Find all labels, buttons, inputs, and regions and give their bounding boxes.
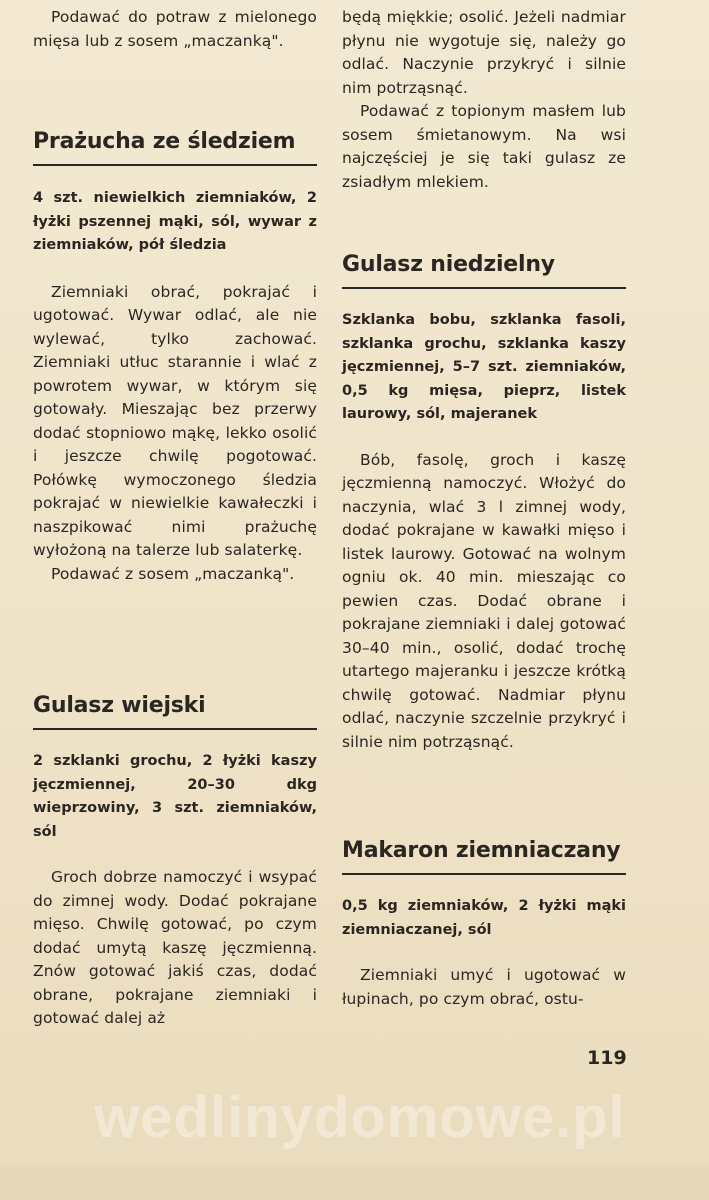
intro-paragraph: Podawać do potraw z mielonego mięsa lub z sosem „maczanką".	[33, 8, 317, 50]
watermark: wedlinydomowe.pl	[94, 1085, 626, 1150]
recipe-ingredients: 4 szt. niewielkich ziemniaków, 2 łyżki pszennej mąki, sól, wywar z ziemniaków, pół śledzia	[33, 190, 317, 253]
recipe-title: Makaron ziemniaczany	[342, 837, 626, 875]
page-number: 119	[587, 1047, 627, 1069]
recipe-title: Prażucha ze śledziem	[33, 128, 317, 166]
intro-block	[33, 6, 317, 53]
recipe-title: Gulasz wiejski	[33, 692, 317, 730]
recipe-prazucha	[33, 128, 317, 586]
recipe-gulasz-niedzielny	[342, 251, 626, 754]
recipe-serving: Podawać z sosem „maczanką".	[51, 564, 295, 583]
recipe-ingredients: Szklanka bobu, szklanka fasoli, szklanka grochu, szklanka kaszy jęczmiennej, 5–7 szt. ziemniaków, 0,5 kg mięsa, pieprz, listek laurowy, sól, majeranek	[342, 312, 626, 422]
continuation-paragraph: będą miękkie; osolić. Jeżeli nadmiar płynu nie wygotuje się, należy go odlać. Naczynie przykryć i silnie nim potrząsnąć.	[342, 8, 626, 97]
recipe-gulasz-wiejski	[33, 692, 317, 1031]
continuation-block	[342, 6, 626, 194]
recipe-method: Bób, fasolę, groch i kaszę jęczmienną namoczyć. Włożyć do naczynia, wlać 3 l zimnej wody, dodać pokrajane w kawałki mięso i listek laurowy. Gotować na wolnym ogniu ok. 40 min. mieszając co pewien czas. Dodać obrane i pokrajane ziemniaki i dalej gotować 30–40 min., osolić, dodać trochę utartego majeranku i jeszcze krótką chwilę gotować. Nadmiar płynu odlać, naczynie szczelnie przykryć i silnie nim potrząsnąć.	[342, 450, 626, 751]
recipe-title: Gulasz niedzielny	[342, 251, 626, 289]
recipe-method: Groch dobrze namoczyć i wsypać do zimnej wody. Dodać pokrajane mięso. Chwilę gotować, po czym dodać umytą kaszę jęczmienną. Znów gotować jakiś czas, dodać obrane, pokrajane ziemniaki i gotować dalej aż	[33, 868, 317, 1027]
recipe-ingredients: 0,5 kg ziemniaków, 2 łyżki mąki ziemniaczanej, sól	[342, 898, 626, 938]
recipe-method: Ziemniaki umyć i ugotować w łupinach, po czym obrać, ostu-	[342, 966, 626, 1008]
recipe-ingredients: 2 szklanki grochu, 2 łyżki kaszy jęczmiennej, 20–30 dkg wieprzowiny, 3 szt. ziemniaków, sól	[33, 753, 317, 840]
continuation-paragraph-2: Podawać z topionym masłem lub sosem śmietanowym. Na wsi najczęściej je się taki gulasz ze zsiadłym mlekiem.	[342, 102, 626, 191]
page-bottom-edge	[0, 1165, 709, 1200]
recipe-method: Ziemniaki obrać, pokrajać i ugotować. Wywar odlać, ale nie wylewać, tylko zachować. Ziemniaki utłuc starannie i wlać z powrotem wywar, w którym się gotowały. Mieszając bez przerwy dodać stopniowo mąkę, lekko osolić i jeszcze chwilę pogotować. Połówkę wymoczonego śledzia pokrajać w niewielkie kawałeczki i naszpikować nimi prażuchę wyłożoną na talerze lub salaterkę.	[33, 282, 317, 559]
recipe-makaron-ziemniaczany	[342, 837, 626, 1011]
